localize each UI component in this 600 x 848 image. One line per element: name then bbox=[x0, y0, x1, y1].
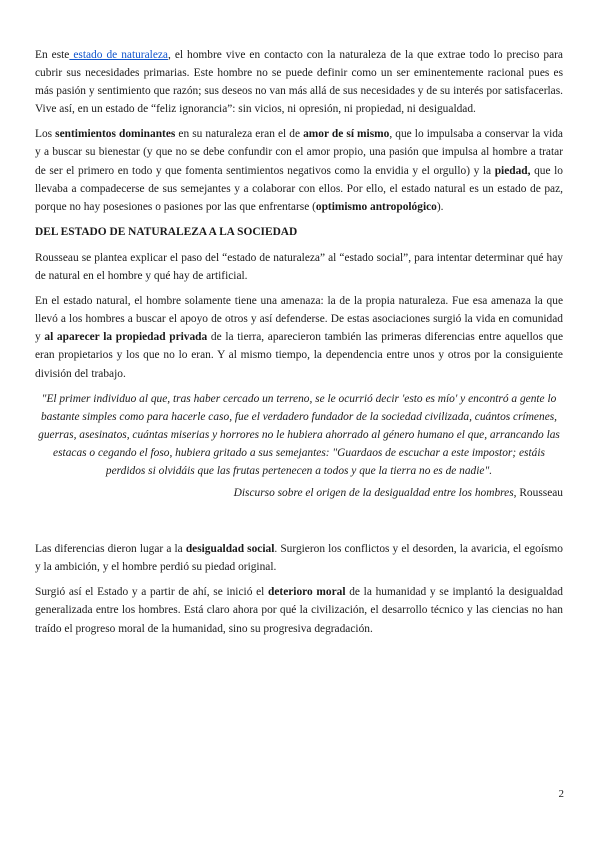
bold-text: amor de sí mismo bbox=[303, 128, 390, 141]
block-quote: "El primer individuo al que, tras haber cercado un terreno, se le ocurrió decir 'esto es mío' y encontró a gente lo bastante simples como para hacerle caso, fue el verdadero fundador de la sociedad civilizada, cuántos crímenes, guerras, asesinatos, cuántas miserias y horrores no le hubiera ahorrado al género humano el que, arrancando las estacas o cegando el foso, hubiera gritado a sus semejantes: "Guardaos de escuchar a este impostor; estáis perdidos si olvidáis que las frutas pertenecen a todos y que la tierra no es de nadie". bbox=[38, 392, 560, 477]
paragraph-diferencias bbox=[35, 540, 563, 576]
section-heading: DEL ESTADO DE NATURALEZA A LA SOCIEDAD bbox=[35, 225, 298, 238]
paragraph-estado-deterioro bbox=[35, 583, 563, 637]
paragraph-rousseau-plantea: Rousseau se plantea explicar el paso del “estado de naturaleza” al “estado social”, para intentar determinar qué hay de natural en el hombre y qué hay de artificial. bbox=[35, 251, 563, 283]
spacer bbox=[35, 502, 563, 540]
estado-naturaleza-link[interactable]: estado de naturaleza bbox=[69, 49, 168, 61]
bold-text: sentimientos dominantes bbox=[55, 128, 176, 141]
text: , que lo impulsaba a conservar la vida y a buscar su bienestar (y que no se debe confundir con el amor propio, una pasión que impulsa al hombre a tratar de ser el primero en todo y que fomenta sentimientos negativos como la envidia y el orgullo) y la bbox=[35, 128, 563, 177]
text: Surgió así el Estado y a partir de ahí, se inició el bbox=[35, 586, 269, 599]
quote-citation bbox=[35, 484, 563, 502]
page-number: 2 bbox=[558, 788, 564, 800]
text: Los bbox=[35, 128, 56, 141]
text: . Surgieron los conflictos y el desorden, la avaricia, el egoísmo y la ambición, y el hombre perdió su piedad original. bbox=[35, 543, 563, 574]
text: de la tierra, aparecieron también las primeras diferencias entre aquellos que eran propietarios y los que no lo eran. Y al mismo tiempo, la dependencia entre unos y otros por la consiguiente división del trabajo. bbox=[35, 331, 564, 380]
text: En este bbox=[35, 49, 70, 61]
text: , el hombre vive en contacto con la naturaleza de la que extrae todo lo preciso para cubrir sus necesidades primarias. Este hombre no se puede definir como un ser eminentemente racional pues es más pasión y sentimiento que razón; sus deseos no van más allá de sus necesidades y de su interés por satisfacerlas. Vive así, en un estado de “feliz ignorancia”: sin vicios, ni opresión, ni propiedad, ni desigualdad. bbox=[35, 49, 563, 116]
paragraph-sentimientos bbox=[35, 125, 563, 215]
bold-text: al aparecer la propiedad privada bbox=[44, 331, 208, 344]
bold-text: piedad, bbox=[494, 164, 531, 177]
paragraph-estado-natural bbox=[35, 292, 563, 382]
text: de la humanidad y se implantó la desigualdad generalizada entre los hombres. Está claro ahora por qué la civilización, el desarrollo técnico y las ciencias no han traído el progreso moral de la humanidad, sino su progresiva degradación. bbox=[35, 586, 563, 635]
text: ). bbox=[436, 200, 444, 213]
text: que lo llevaba a compadecerse de sus semejantes y a colaborar con ellos. Por ello, el estado natural es un estado de paz, porque no hay posesiones o pasiones por las que enfrentarse ( bbox=[35, 164, 563, 213]
citation-work: Discurso sobre el origen de la desigualdad entre los hombres bbox=[233, 487, 514, 500]
text: en su naturaleza eran el de bbox=[175, 128, 304, 141]
text: Las diferencias dieron lugar a la bbox=[35, 543, 186, 556]
paragraph-estado-naturaleza bbox=[35, 46, 563, 118]
bold-text: desigualdad social bbox=[185, 543, 275, 556]
bold-text: optimismo antropológico bbox=[315, 200, 437, 213]
text: En el estado natural, el hombre solamente tiene una amenaza: la de la propia naturaleza. Fue esa amenaza la que llevó a los hombres a buscar el apoyo de otros y así defenderse. De estas asociaciones surgió la vida en comunidad y bbox=[35, 295, 563, 344]
bold-text: deterioro moral bbox=[268, 586, 346, 599]
document-page bbox=[35, 46, 563, 645]
citation-author: , Rousseau bbox=[513, 487, 563, 500]
